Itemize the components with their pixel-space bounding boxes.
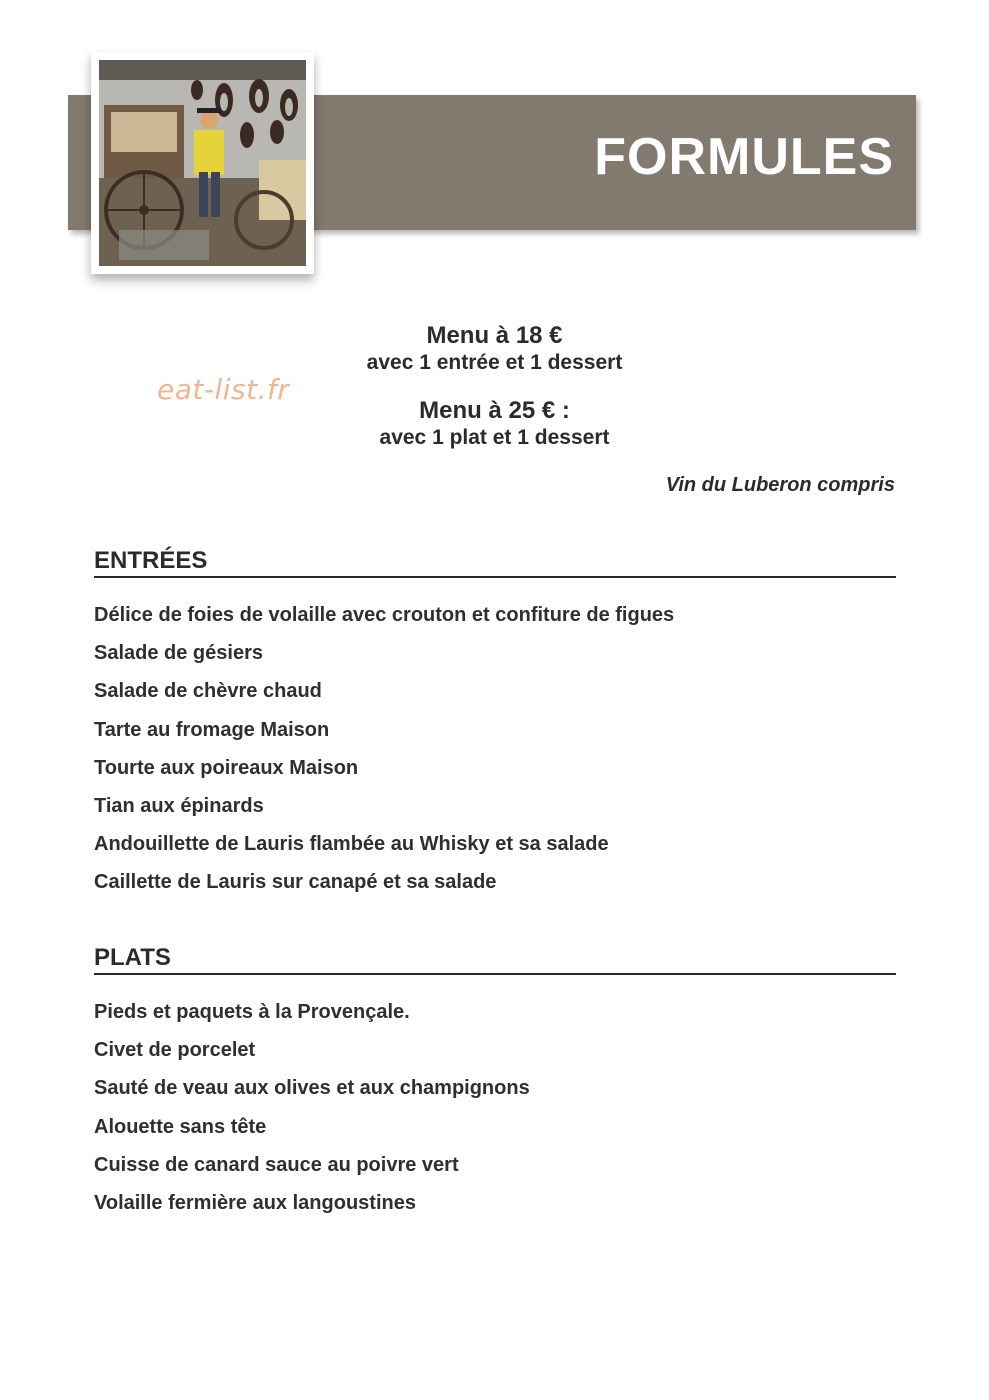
list-item: Cuisse de canard sauce au poivre vert <box>94 1153 459 1176</box>
section-title-entrees: ENTRÉES <box>94 546 896 578</box>
formula-18 <box>0 322 989 376</box>
list-item: Civet de porcelet <box>94 1039 256 1062</box>
wine-note: Vin du Luberon compris <box>665 474 895 496</box>
list-item: Alouette sans tête <box>94 1115 267 1138</box>
list-item: Tourte aux poireaux Maison <box>94 756 359 779</box>
header-photo <box>91 52 314 274</box>
list-item: Délice de foies de volaille avec crouton et confiture de figues <box>94 604 675 626</box>
page-title: FORMULES <box>594 128 894 186</box>
formula-25 <box>0 397 989 451</box>
list-item: Pieds et paquets à la Provençale. <box>94 1001 410 1023</box>
entrees-list <box>94 603 674 909</box>
formula-detail: avec 1 plat et 1 dessert <box>379 426 610 449</box>
formula-title: Menu à 25 € : <box>419 397 570 424</box>
watermark: eat-list.fr <box>157 373 290 406</box>
formula-title: Menu à 18 € <box>426 322 563 349</box>
list-item: Tian aux épinards <box>94 794 264 817</box>
list-item: Sauté de veau aux olives et aux champignons <box>94 1077 530 1100</box>
carriage-photo-icon <box>99 60 306 266</box>
list-item: Volaille fermière aux langoustines <box>94 1191 416 1214</box>
formula-detail: avec 1 entrée et 1 dessert <box>366 351 623 374</box>
list-item: Tarte au fromage Maison <box>94 718 330 741</box>
plats-list <box>94 1000 530 1229</box>
section-title-plats: PLATS <box>94 943 896 975</box>
list-item: Caillette de Lauris sur canapé et sa salade <box>94 871 497 894</box>
list-item: Salade de chèvre chaud <box>94 680 322 703</box>
list-item: Andouillette de Lauris flambée au Whisky et sa salade <box>94 833 609 856</box>
list-item: Salade de gésiers <box>94 642 263 665</box>
